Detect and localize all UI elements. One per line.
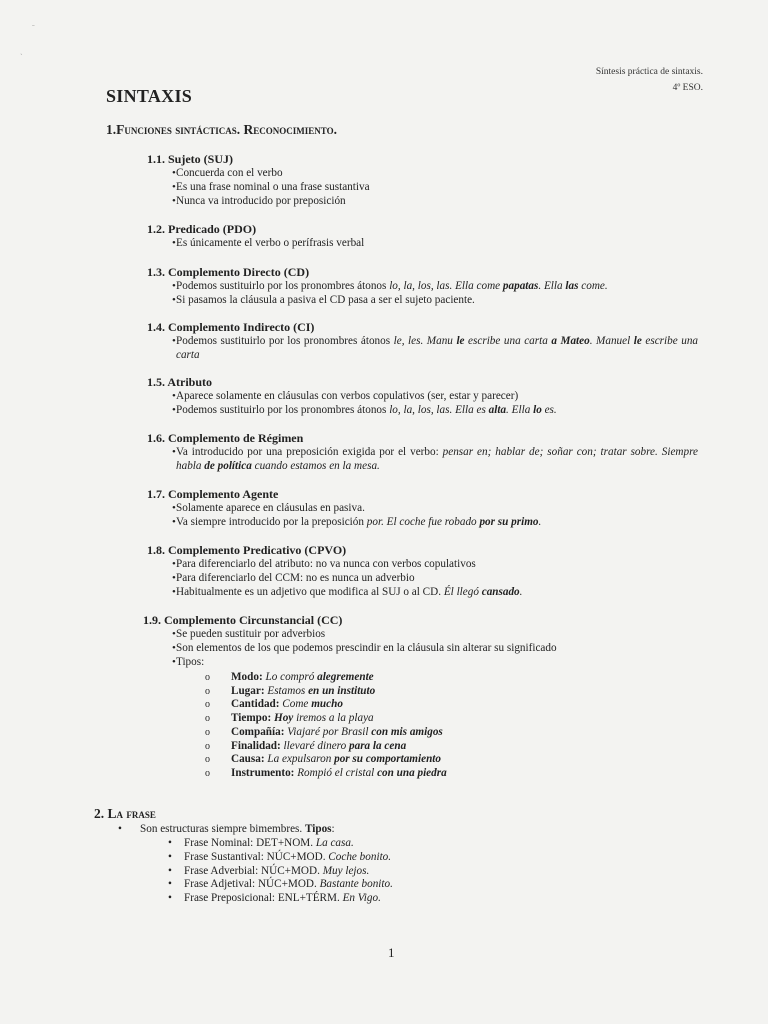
- example-text: Rompió el cristal: [297, 766, 378, 779]
- scan-mark: ˗: [32, 20, 35, 29]
- list-item: • Es una frase nominal o una frase sustantiva: [147, 181, 370, 195]
- example-highlight: con mis amigos: [371, 725, 443, 738]
- text-bold: Tipos: [304, 823, 332, 835]
- subsection-direct-object: [147, 264, 608, 308]
- example-text: . Ella: [506, 403, 534, 416]
- subsection-title: 1.8. Complemento Predicativo (CPVO): [147, 543, 347, 557]
- example-text: En Vigo.: [342, 892, 381, 905]
- example-text: Él llegó: [443, 585, 482, 598]
- example-text: .: [519, 585, 523, 598]
- list-item: [205, 712, 447, 726]
- scan-mark: ˏ: [20, 46, 23, 55]
- type-label: Compañía:: [231, 725, 288, 738]
- example-text: La expulsaron: [267, 753, 335, 766]
- text: Va siempre introducido por la preposición: [176, 515, 367, 528]
- example-text: iremos a la playa: [293, 712, 374, 725]
- example-text: . Ella: [538, 280, 566, 292]
- list-item: • Concuerda con el verbo: [147, 167, 370, 181]
- list-item: [165, 851, 393, 865]
- example-highlight: por su primo: [479, 515, 539, 528]
- list-item: [205, 685, 447, 699]
- page-number: 1: [388, 945, 395, 960]
- example-text: por. El coche fue robado: [366, 515, 480, 528]
- list-item: [147, 335, 698, 363]
- subsection-indirect-object: [147, 319, 698, 363]
- list-item: [147, 404, 557, 418]
- header-subject: Síntesis práctica de sintaxis.: [595, 67, 703, 77]
- list-item: [147, 516, 541, 530]
- example-highlight: Hoy: [274, 712, 294, 725]
- example-highlight: le: [633, 335, 642, 347]
- list-item: [147, 446, 698, 474]
- example-text: es.: [541, 403, 557, 416]
- example-highlight: de política: [204, 459, 252, 472]
- list-item: • Aparece solamente en cláusulas con verbos copulativos (ser, estar y parecer): [147, 390, 557, 404]
- list-item: • Si pasamos la cláusula a pasiva el CD pasa a ser el sujeto paciente.: [147, 294, 608, 308]
- subsection-attribute: [147, 374, 557, 418]
- page-header: [596, 64, 703, 96]
- example-text: come.: [578, 280, 608, 292]
- type-label: Instrumento:: [231, 766, 298, 779]
- subsection-agent-complement: [147, 486, 541, 530]
- example-highlight: para la cena: [349, 739, 407, 752]
- text: Frase Sustantival: NÚC+MOD.: [184, 850, 329, 863]
- section-1-number: 1.: [106, 122, 117, 137]
- list-item: • Para diferenciarlo del atributo: no va nunca con verbos copulativos: [147, 558, 522, 572]
- example-highlight: en un instituto: [308, 684, 376, 697]
- subsection-regime-complement: [147, 430, 698, 474]
- example-highlight: por su comportamiento: [334, 753, 442, 766]
- example-highlight: le: [456, 335, 465, 347]
- section-1-heading: [106, 122, 337, 138]
- page-title: SINTAXIS: [106, 86, 193, 106]
- example-text: Viajaré por Brasil: [287, 725, 372, 738]
- example-text: lo, la, los, las. Ella come: [389, 280, 503, 292]
- subsection-title: 1.5. Atributo: [147, 375, 213, 389]
- text: Podemos sustituirlo por los pronombres átonos: [176, 280, 390, 292]
- list-item: • Solamente aparece en cláusulas en pasiva.: [147, 502, 541, 516]
- subsection-title: 1.3. Complemento Directo (CD): [147, 265, 310, 279]
- type-label: Cantidad:: [231, 698, 283, 711]
- type-label: Modo:: [231, 671, 266, 683]
- list-item: [115, 823, 335, 837]
- list-item: [205, 726, 447, 740]
- list-item: [205, 740, 447, 754]
- example-text: .: [538, 515, 542, 528]
- example-highlight: papatas: [502, 280, 539, 292]
- section-2-heading: [94, 806, 156, 822]
- text: Podemos sustituirlo por los pronombres átonos: [176, 335, 394, 347]
- list-item: [165, 837, 393, 851]
- text: Habitualmente es un adjetivo que modifica al SUJ o al CD.: [176, 585, 444, 598]
- example-text: pensar en; hablar de; soñar con; tratar sobre. Siempre habla: [176, 446, 699, 472]
- type-label: Lugar:: [231, 684, 268, 697]
- list-item: [147, 586, 522, 600]
- text: Frase Preposicional: ENL+TÉRM.: [184, 892, 343, 905]
- phrase-intro: [115, 823, 335, 837]
- example-text: Lo compró: [265, 671, 318, 683]
- list-item: [205, 671, 447, 685]
- example-text: Coche bonito.: [328, 850, 392, 863]
- list-item: [205, 753, 447, 767]
- subsection-title: 1.2. Predicado (PDO): [147, 222, 257, 236]
- type-label: Causa:: [231, 753, 268, 766]
- example-text: Muy lejos.: [322, 864, 370, 877]
- list-item: [165, 865, 393, 879]
- section-2-number: 2.: [94, 806, 105, 821]
- example-text: escribe una carta: [464, 335, 552, 347]
- example-highlight: mucho: [311, 698, 343, 711]
- example-highlight: a Mateo: [551, 335, 590, 347]
- list-item: • Para diferenciarlo del CCM: no es nunca un adverbio: [147, 572, 522, 586]
- type-label: Tiempo:: [231, 712, 274, 725]
- text: Frase Adverbial: NÚC+MOD.: [184, 864, 323, 877]
- list-item: [205, 767, 447, 781]
- subsection-predicate: [147, 221, 364, 251]
- subsection-predicative: [147, 542, 522, 599]
- example-text: Come: [282, 698, 312, 711]
- text: Son estructuras siempre bimembres.: [140, 823, 305, 835]
- example-text: lo, la, los, las. Ella es: [389, 403, 489, 416]
- text: Va introducido por una preposición exigida por el verbo:: [176, 446, 443, 458]
- type-label: Finalidad:: [231, 739, 284, 752]
- subsection-title: 1.4. Complemento Indirecto (CI): [147, 320, 315, 334]
- text: Frase Adjetival: NÚC+MOD.: [184, 878, 320, 891]
- example-text: La casa.: [315, 837, 354, 849]
- subsection-title: 1.9. Complemento Circunstancial (CC): [143, 613, 343, 627]
- header-course: 4º ESO.: [672, 83, 703, 93]
- example-text: escribe una carta: [176, 335, 699, 361]
- example-text: llevaré dinero: [283, 739, 349, 752]
- example-highlight: cansado: [481, 585, 520, 598]
- list-item: [165, 892, 393, 906]
- example-highlight: las: [565, 280, 579, 292]
- list-item: [205, 698, 447, 712]
- example-text: Bastante bonito.: [319, 878, 393, 891]
- subsection-title: 1.7. Complemento Agente: [147, 487, 279, 501]
- example-highlight: alegremente: [317, 671, 374, 683]
- list-item: [165, 878, 393, 892]
- list-item: • Nunca va introducido por preposición: [147, 195, 370, 209]
- text: :: [331, 823, 335, 835]
- list-item: • Tipos:: [147, 656, 557, 670]
- text: Frase Nominal: DET+NOM.: [184, 837, 316, 849]
- subsection-subject: [147, 151, 370, 208]
- example-text: le, les. Manu: [393, 335, 457, 347]
- phrase-types-list: [165, 837, 393, 906]
- subsection-circumstantial: [143, 612, 557, 669]
- subsection-title: 1.6. Complemento de Régimen: [147, 431, 304, 445]
- subsection-title: 1.1. Sujeto (SUJ): [147, 152, 233, 166]
- example-text: Estamos: [267, 684, 309, 697]
- list-item: • Se pueden sustituir por adverbios: [147, 628, 557, 642]
- example-highlight: con una piedra: [377, 766, 447, 779]
- section-2-title: La frase: [107, 806, 156, 821]
- example-highlight: alta: [488, 403, 507, 416]
- example-highlight: lo: [533, 403, 542, 416]
- section-1-title: Funciones sintácticas. Reconocimiento.: [116, 122, 337, 137]
- example-text: . Manuel: [589, 335, 634, 347]
- list-item: • Es únicamente el verbo o perífrasis verbal: [147, 237, 364, 251]
- list-item: [147, 280, 608, 294]
- list-item: • Son elementos de los que podemos prescindir en la cláusula sin alterar su significado: [147, 642, 557, 656]
- circumstantial-types-list: [205, 671, 447, 781]
- text: Podemos sustituirlo por los pronombres átonos: [176, 403, 390, 416]
- example-text: cuando estamos en la mesa.: [251, 459, 380, 472]
